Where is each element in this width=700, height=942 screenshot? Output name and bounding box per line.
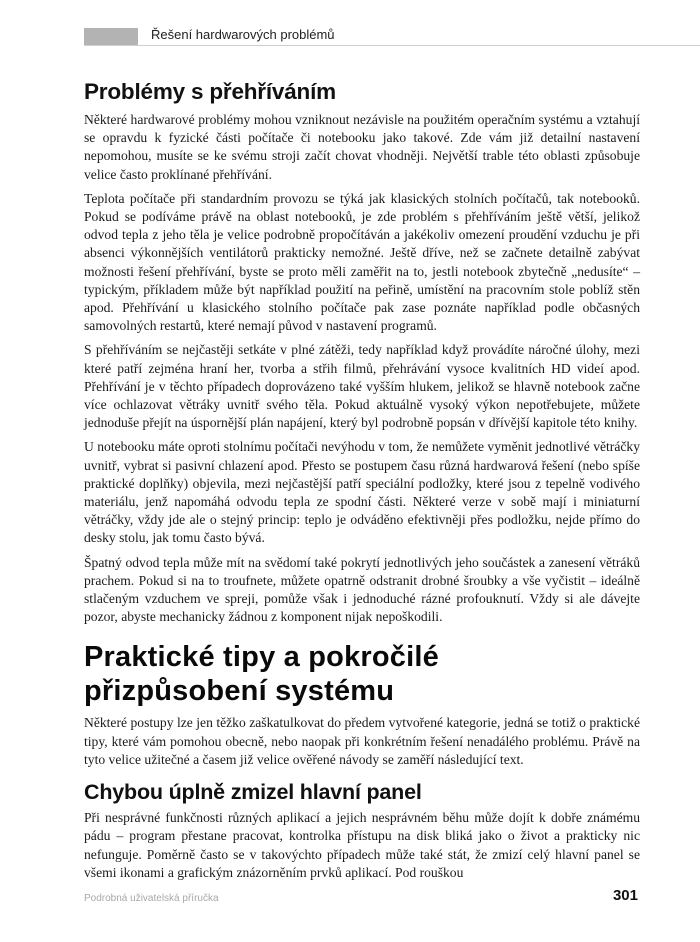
paragraph: S přehříváním se nejčastěji setkáte v plné zátěži, tedy například když provádíte náročné úlohy, mezi které patří zejména hraní her, tvorba a střih filmů, přehrávání vysoce kvalitních HD videí apod. Přehřívání je v těchto případech doprovázeno také vyšším hlukem, jelikož se hlavně notebook začne více ochlazovat větráky uvnitř svého těla. Pokud aktuálně vysoký výkon nepotřebujete, můžete jednoduše přejít na úspornější plán napájení, který byl podrobně popsán v dřívější kapitole této knihy. [84, 342, 640, 431]
subsection-heading-taskbar: Chybou úplně zmizel hlavní panel [84, 780, 422, 805]
running-header-title: Řešení hardwarových problémů [151, 27, 335, 42]
chapter-heading-tips [84, 640, 640, 708]
chapter-heading-line-1: Praktické tipy a pokročilé [84, 641, 439, 674]
running-header [84, 28, 700, 46]
page-number: 301 [612, 887, 638, 904]
section-heading-overheating: Problémy s přehříváním [84, 79, 336, 104]
chapter-heading-line-2: přizpůsobení systému [84, 675, 395, 708]
paragraph: Špatný odvod tepla může mít na svědomí také pokrytí jednotlivých jeho součástek a zanesení větráků prachem. Pokud si na to troufnete, můžete opatrně odstranit drobné šroubky a vše vyčistit – ideálně stlačeným vzduchem ve spreji, pomůže však i jednoduché rázné profouknutí. Vždy si ale dávejte pozor, abyste mechanicky žádnou z komponent nijak nepoškodili. [84, 554, 640, 625]
paragraph: Některé postupy lze jen těžko zaškatulkovat do předem vytvořené kategorie, jedná se totiž o praktické tipy, které vám pomohou obecně, nebo naopak při konkrétním řešení nenadálého problému. Právě na tyto velice užitečné a časem již velice ověřené návody se zaměří následující text. [84, 715, 640, 767]
paragraph: Některé hardwarové problémy mohou vzniknout nezávisle na použitém operačním systému a vztahují se opravdu k fyzické části počítače či notebooku jako takové. Zde vám již detailní nastavení nepomohou, musíte se ke svému stroji začít chovat vhodněji. Největší trable této oblasti způsobuje velice často proklínané přehřívání. [84, 112, 640, 182]
paragraph: Teplota počítače při standardním provozu se týká jak klasických stolních počítačů, tak notebooků. Pokud se podíváme právě na oblast notebooků, je zde problém s přehříváním ještě větší, jelikož odvod tepla z jeho těla je velice podrobně propočítáván a jakékoliv omezení proudění vzduchu je při absenci výkonnějších ventilátorů prakticky nemožné. Ještě dříve, než se začnete detailně zabývat možnosti řešení přehřívání, byste se proto měli zaměřit na to, jestli notebook zbytečně „nedusíte“ – typickým, příkladem může být například použití na peřině, umístění na pracovním stole poblíž stěn apod. Přehřívání u klasického stolního počítače pak zase poznáte například podle občasných samovolných restartů, které nemají původ v nastavení programů. [84, 190, 640, 334]
paragraph: Při nesprávné funkčnosti různých aplikací a jejich nesprávném běhu může dojít k dobře známému pádu – program přestane pracovat, kontrolka přístupu na disk bliká jako o život a prakticky nic nefunguje. Poměrně často se v takovýchto případech může také stát, že zmizí celý hlavní panel se všemi ikonami a grafickým znázorněním prvků aplikací. Pod rouškou [84, 810, 640, 880]
footer-book-title: Podrobná uživatelská příručka [84, 893, 219, 904]
paragraph: U notebooku máte oproti stolnímu počítači nevýhodu v tom, že nemůžete vyměnit jednotlivé větráčky uvnitř, vybrat si pasivní chlazení apod. Přesto se postupem času různá hardwarová řešení (nebo spíše praktické doplňky) objevila, mezi nejčastější patří speciální podložky, které jsou z tepelně vodivého materiálu, jenž napomáhá odvodu tepla ze spodní části. Některé verze v sobě mají i miniaturní větráčky, vždy jde ale o stejný princip: teplo je odváděno efektivněji přes podložku, nejde přímo do desky stolu, jak tomu často bývá. [84, 439, 640, 546]
page-content [84, 78, 640, 888]
header-gray-block [84, 28, 138, 45]
